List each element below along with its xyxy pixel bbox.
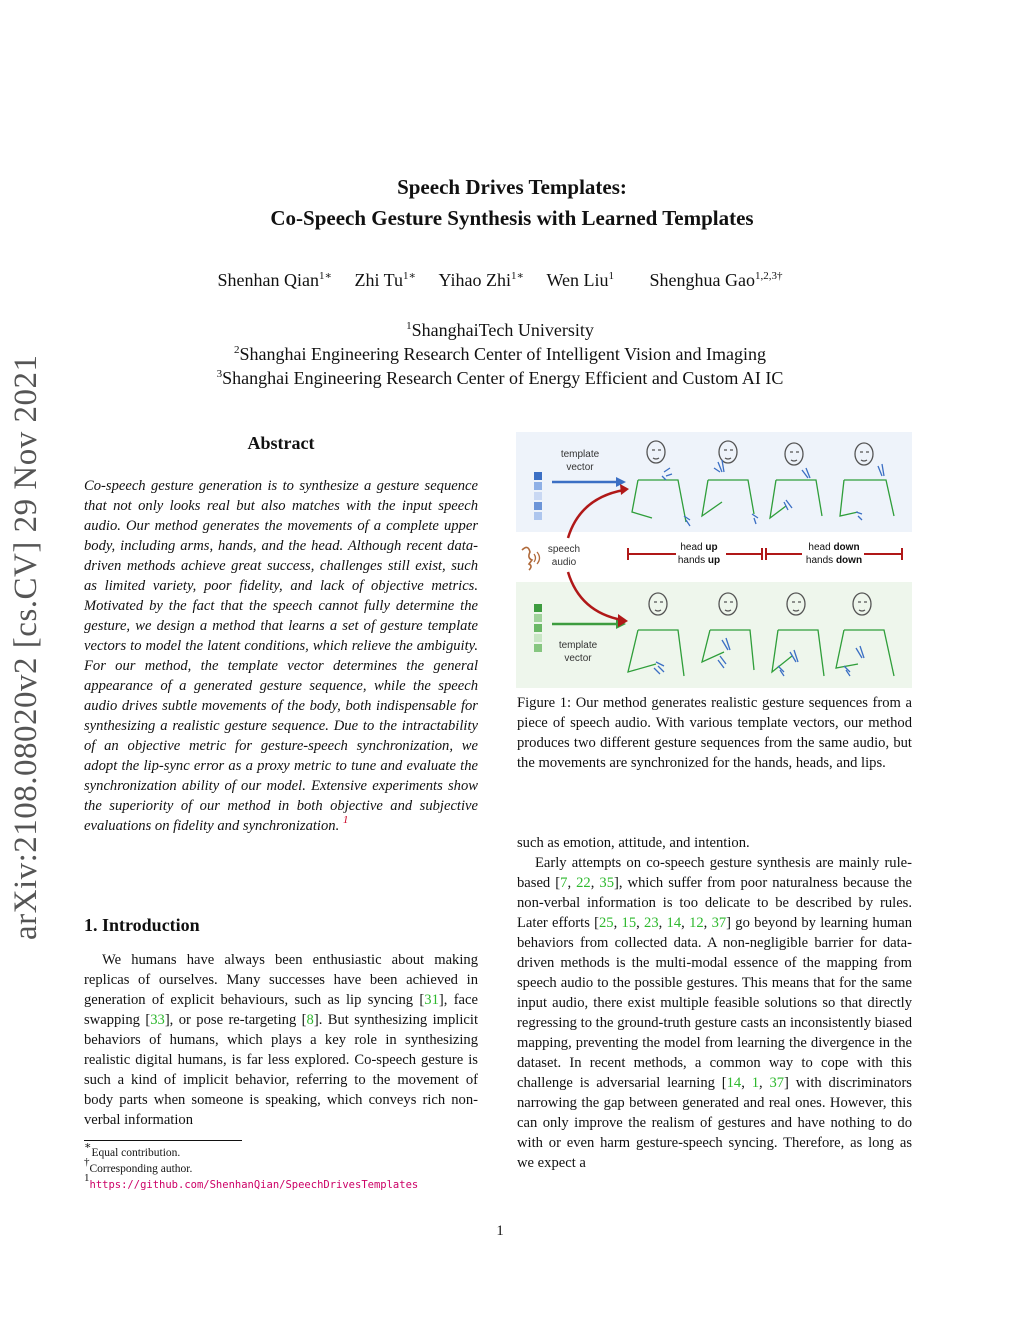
speaking-head-icon (522, 547, 540, 570)
label-speech: speech (547, 544, 581, 555)
template-vector-green-icon (534, 604, 542, 652)
citation-link[interactable]: 1 (751, 1075, 759, 1091)
abstract-heading: Abstract (247, 433, 315, 453)
footnote-url: $^1$https://github.com/ShenhanQian/SpeechDrivesTemplates (84, 1172, 419, 1191)
label-template-vector-bottom-2: vector (564, 653, 592, 664)
citation-link[interactable]: 35 (599, 875, 614, 891)
figure-1 (516, 432, 912, 688)
affiliation: $^2$Shanghai Engineering Research Center of Intelligent Vision and Imaging (234, 344, 766, 364)
citation-link[interactable]: 37 (769, 1075, 785, 1091)
section-heading-introduction: 1. Introduction (84, 915, 200, 935)
footnotes (84, 1140, 419, 1193)
citation-link[interactable]: 14 (726, 1075, 742, 1091)
label-audio: audio (551, 557, 577, 568)
figure-1-caption: Figure 1: Our method generates realistic gesture sequences from a piece of speech audio. With various template vectors, our method produces two different gesture sequences from the same audio, but the movements are synchronized for the hands, heads, and lips. (517, 695, 912, 771)
arxiv-identifier: arXiv:2108.08020v2 [cs.CV] 29 Nov 2021 (8, 354, 44, 940)
footnote-rule (84, 1140, 242, 1141)
page-number: 1 (496, 1223, 504, 1239)
citation-link[interactable]: 25 (599, 915, 614, 931)
author: Shenghua Gao$^{1,2,3\dagger}$ (649, 270, 783, 290)
affiliation: $^1$ShanghaiTech University (406, 320, 594, 340)
citation-link[interactable]: 31 (424, 992, 439, 1008)
author: Yihao Zhi$^{1∗}$ (438, 270, 524, 290)
citation-link[interactable]: 22 (576, 875, 591, 891)
author-list (0, 270, 1000, 291)
label-template-vector-top-1: template (560, 449, 600, 460)
intro-continuation: such as emotion, attitude, and intention. (517, 835, 750, 851)
github-link[interactable]: https://github.com/ShenhanQian/SpeechDrivesTemplates (89, 1179, 419, 1191)
affiliations (0, 318, 1000, 390)
citation-link[interactable]: 37 (711, 915, 727, 931)
author: Wen Liu$^1$ (546, 270, 615, 290)
citation-link[interactable]: 14 (666, 915, 682, 931)
affiliation: $^3$Shanghai Engineering Research Center of Energy Efficient and Custom AI IC (216, 368, 784, 388)
segment-1-label-hands: hands up (677, 555, 721, 566)
footnote-equal: ∗Equal contribution. (84, 1140, 181, 1159)
footnote-corresponding: †Corresponding author. (84, 1156, 193, 1175)
author: Zhi $Tu^{1∗}$ (354, 270, 416, 290)
intro-paragraph-2: Early attempts on co-speech gesture synthesis are mainly rule-based [7, 22, 35], which suffer from poor naturalness because the non-verbal information is too delicate to be described by rules. Later efforts [25, 15, 23, 14, 12, 37] go beyond by learning human behaviors from collected data. A non-negligible barrier for data-driven methods is the multi-modal essence of the mapping from speech audio to the possible gestures. This means that for the same input audio, there exist multiple feasible solutions so that directly regressing to the ground-truth gesture casts an inconsistently biased mapping, preventing the model from learning the divergence in the dataset. In recent methods, a common way to cope with this challenge is adversarial learning [14, 1, 37] with discriminators narrowing the gap between generated and real ones. However, this can only improve the realism of gestures and have nothing to do with or even harm gesture-speech syncing. Therefore, as long as we expect a (517, 855, 913, 1171)
segment-1-label-head: head up (680, 542, 718, 553)
label-template-vector-bottom-1: template (558, 640, 598, 651)
label-template-vector-top-2: vector (566, 462, 594, 473)
author: Shenhan Qian$^{1∗}$ (217, 270, 332, 290)
title-line-1: Speech Drives Templates: (397, 175, 627, 199)
paper-title (0, 172, 1024, 234)
template-vector-blue-icon (534, 472, 542, 520)
abstract-body: Co-speech gesture generation is to synthesize a gesture sequence that not only looks real but also matches with the input speech audio. Our method generates the movements of a complete upper body, including arms, hands, and the head. Although recent data-driven methods achieve great success, challenges still exist, such as limited variety, poor fidelity, and lack of objective metrics. Motivated by the fact that the speech cannot fully determine the gesture, we design a method that learns a set of gesture template vectors to model the latent conditions, which relieve the ambiguity. For our method, the template vector determines the general appearance of a generated gesture sequence, while the speech audio drives subtle movements of the body, both indispensable for synthesizing a realistic gesture sequence. Due to the intractability of an objective metric for gesture-speech synchronization, we adopt the lip-sync error as a proxy metric to tune and evaluate the synchronization ability of our model. Extensive experiments show the superiority of our method in both objective and subjective evaluations on fidelity and synchronization. $^1$ (84, 478, 478, 834)
footnote-marker[interactable]: 1 (342, 814, 349, 826)
citation-link[interactable]: 15 (621, 915, 637, 931)
citation-link[interactable]: 7 (560, 875, 568, 891)
citation-link[interactable]: 33 (150, 1012, 165, 1028)
title-line-2: Co-Speech Gesture Synthesis with Learned Templates (270, 206, 754, 230)
citation-link[interactable]: 23 (644, 915, 659, 931)
citation-link[interactable]: 8 (306, 1012, 314, 1028)
segment-2-label-head: head down (808, 542, 860, 553)
bottom-panel-background (516, 582, 912, 688)
citation-link[interactable]: 12 (689, 915, 704, 931)
intro-paragraph: We humans have always been enthusiastic about making replicas of ourselves. Many successes have been achieved in generation of explicit behaviours, such as lip syncing [31], face swapping [33], or pose re-targeting [8]. But synthesizing implicit behaviors of humans, which plays a key role in synthesizing realistic digital humans, is far less explored. Co-speech gesture is such a kind of implicit behavior, referring to the movement of body parts when someone is speaking, which conveys rich non-verbal information (84, 952, 479, 1128)
segment-2-label-hands: hands down (805, 555, 863, 566)
